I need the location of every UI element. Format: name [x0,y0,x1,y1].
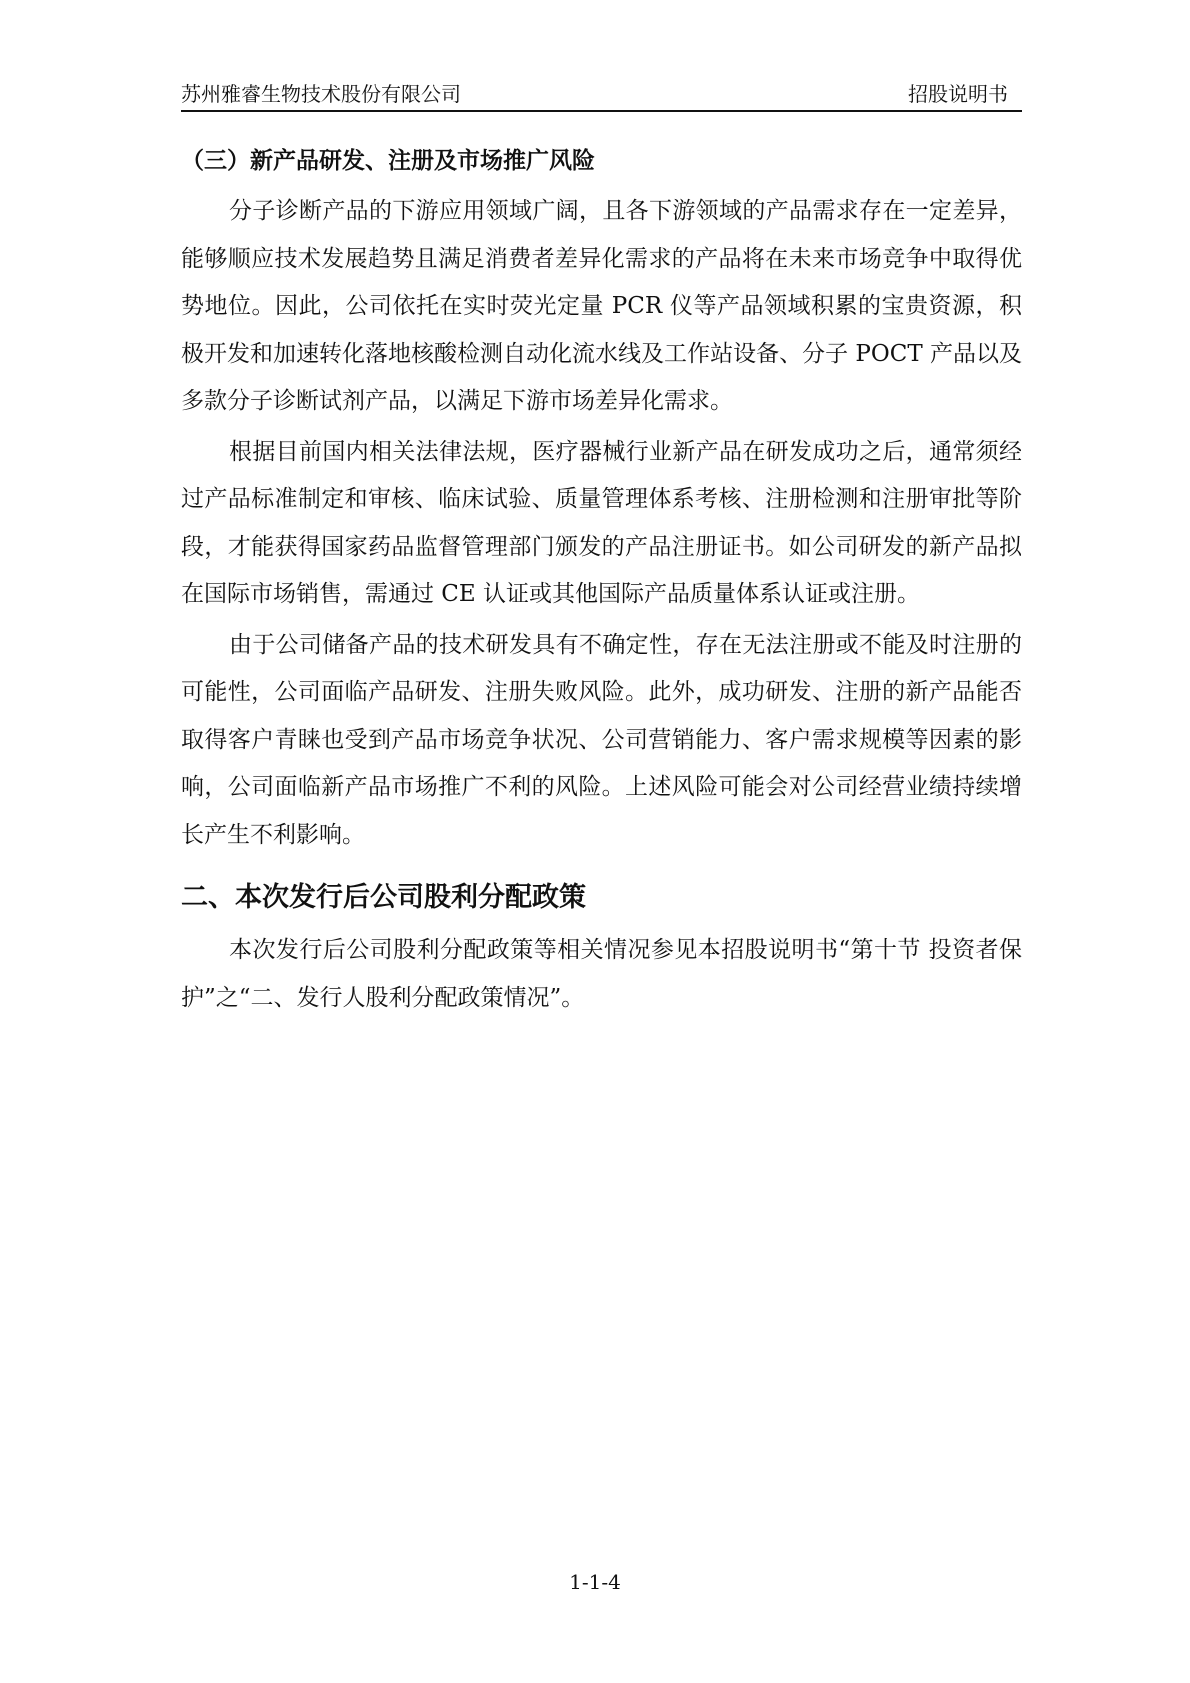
page-header [181,82,1022,112]
page-number: 1-1-4 [569,1570,621,1594]
body-paragraph: 分子诊断产品的下游应用领域广阔，且各下游领域的产品需求存在一定差异，能够顺应技术发展趋势且满足消费者差异化需求的产品将在未来市场竞争中取得优势地位。因此，公司依托在实时荧光定量 PCR 仪等产品领域积累的宝贵资源，积极开发和加速转化落地核酸检测自动化流水线及工作站设备、分子 POCT 产品以及多款分子诊断试剂产品，以满足下游市场差异化需求。 [181,198,1022,414]
body-paragraph: 由于公司储备产品的技术研发具有不确定性，存在无法注册或不能及时注册的可能性，公司面临产品研发、注册失败风险。此外，成功研发、注册的新产品能否取得客户青睐也受到产品市场竞争状况、公司营销能力、客户需求规模等因素的影响，公司面临新产品市场推广不利的风险。上述风险可能会对公司经营业绩持续增长产生不利影响。 [181,631,1022,848]
header-company-name: 苏州雅睿生物技术股份有限公司 [181,82,461,106]
body-paragraph: 根据目前国内相关法律法规，医疗器械行业新产品在研发成功之后，通常须经过产品标准制定和审核、临床试验、质量管理体系考核、注册检测和注册审批等阶段，才能获得国家药品监督管理部门颁发的产品注册证书。如公司研发的新产品拟在国际市场销售，需通过 CE 认证或其他国际产品质量体系认证或注册。 [181,438,1022,607]
page-body [181,140,1022,1025]
body-paragraph: 本次发行后公司股利分配政策等相关情况参见本招股说明书“第十节 投资者保护”之“二、发行人股利分配政策情况”。 [181,937,1022,1011]
header-document-title: 招股说明书 [908,82,1008,106]
section-heading: 二、本次发行后公司股利分配政策 [181,882,586,913]
subsection-heading: （三）新产品研发、注册及市场推广风险 [181,148,595,174]
